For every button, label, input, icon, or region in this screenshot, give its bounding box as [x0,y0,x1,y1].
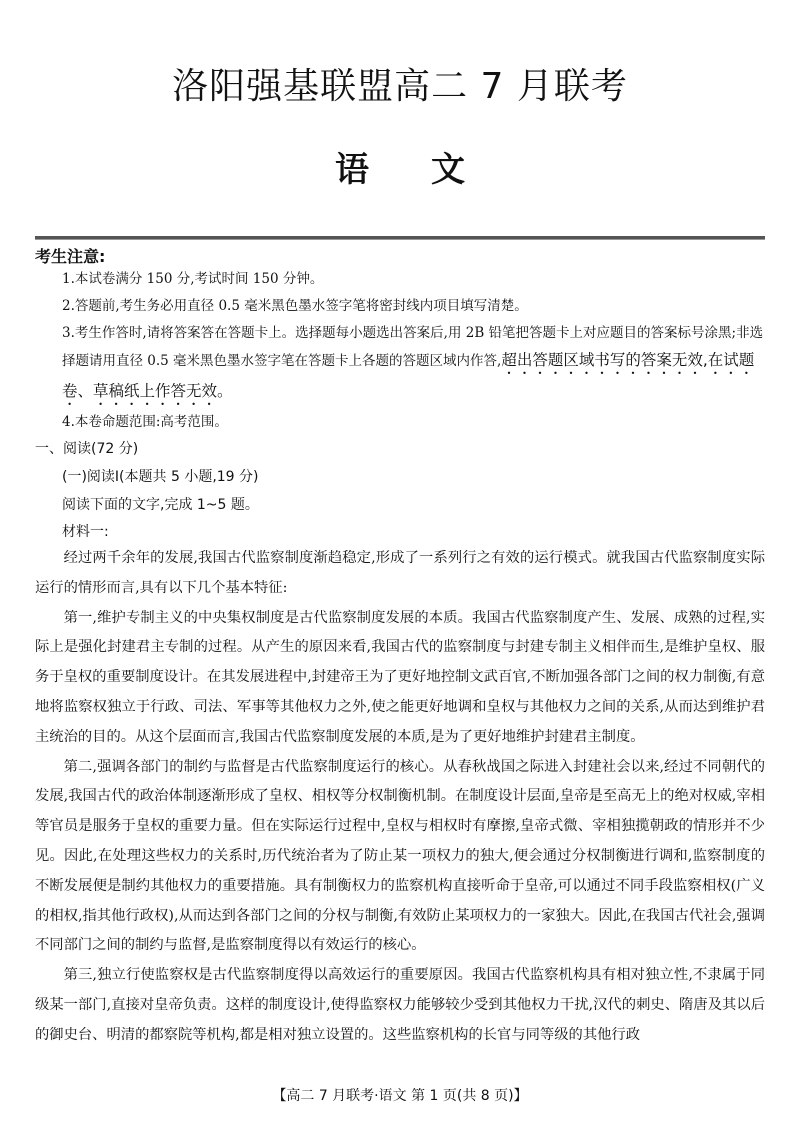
notice-item-1: 1.本试卷满分 150 分,考试时间 150 分钟。 [62,271,324,287]
passage-paragraph: 第一,维护专制主义的中央集权制度是古代监察制度发展的本质。我国古代监察制度产生、发展、成熟的过程,实际上是强化封建君主专制的过程。从产生的原因来看,我国古代的监察制度与封建专制主义相伴而生,是维护皇权、服务于皇权的重要制度设计。在其发展进程中,封建帝王为了更好地控制文武百官,不断加强各部门之间的权力制衡,有意地将监察权独立于行政、司法、军事等其他权力之外,使之能更好地调和皇权与其他权力之间的关系,从而达到维护君主统治的目的。从这个层面而言,我国古代监察制度发展的本质,是为了更好地维护封建君主制度。 [35,609,765,745]
page-footer: 【高二 7 月联考·语文 第 1 页(共 8 页)】 [272,1088,528,1104]
passage-paragraph: 经过两千余年的发展,我国古代监察制度渐趋稳定,形成了一系列行之有效的运行模式。就我国古代监察制度实际运行的情形而言,具有以下几个基本特征: [35,550,765,596]
section-subheading: (一)阅读Ⅰ(本题共 5 小题,19 分) [62,469,259,485]
subject-title: 语文 [335,150,527,190]
material-label: 材料一: [62,524,109,540]
notice-list [62,266,772,436]
section-heading: 一、阅读(72 分) [35,441,139,457]
passage-paragraph: 第三,独立行使监察权是古代监察制度得以高效运行的重要原因。我国古代监察机构具有相对独立性,不隶属于同级某一部门,直接对皇帝负责。这样的制度设计,使得监察权力能够较少受到其他权力干扰,汉代的刺史、隋唐及其以后的御史台、明清的都察院等机构,都是相对独立设置的。这些监察机构的长官与同等级的其他行政 [35,967,765,1043]
exam-title: 洛阳强基联盟高二 7 月联考 [172,66,628,107]
header-divider [35,236,765,240]
notice-item-3-text: 3.考生作答时,请将答案答在答题卡上。选择题每小题选出答案后,用 2B 铅笔把答题卡上对应题目的答案标号涂黑;非选择题请用直径 0.5 毫米黑色墨水签字笔在答题卡上各题的答题区域内作答, [62,325,764,369]
notice-item-4: 4.本卷命题范围:高考范围。 [62,414,228,430]
notice-item-2: 2.答题前,考生务必用直径 0.5 毫米黑色墨水签字笔将密封线内项目填写清楚。 [62,298,528,314]
notice-title: 考生注意: [35,247,106,266]
section-instruction: 阅读下面的文字,完成 1~5 题。 [62,497,259,513]
notice-item-3-emphasis: 超出答题区域书写的答案无效,在试题卷、草稿纸上作答无效。 [62,351,755,400]
notice-item-3 [62,320,772,409]
passage-paragraph: 第二,强调各部门的制约与监督是古代监察制度运行的核心。从春秋战国之际进入封建社会以来,经过不同朝代的发展,我国古代的政治体制逐渐形成了皇权、相权等分权制衡机制。在制度设计层面,皇帝是至高无上的绝对权威,宰相等官员是服务于皇权的重要力量。但在实际运行过程中,皇权与相权时有摩擦,皇帝式微、宰相独揽朝政的情形并不少见。因此,在处理这些权力的关系时,历代统治者为了防止某一项权力的独大,便会通过分权制衡进行调和,监察制度的不断发展便是制约其他权力的重要措施。具有制衡权力的监察机构直接听命于皇帝,可以通过不同手段监察相权(广义的相权,指其他行政权),从而达到各部门之间的分权与制衡,有效防止某项权力的一家独大。因此,在我国古代社会,强调不同部门之间的制约与监督,是监察制度得以有效运行的核心。 [35,758,765,954]
passage [35,544,765,1051]
